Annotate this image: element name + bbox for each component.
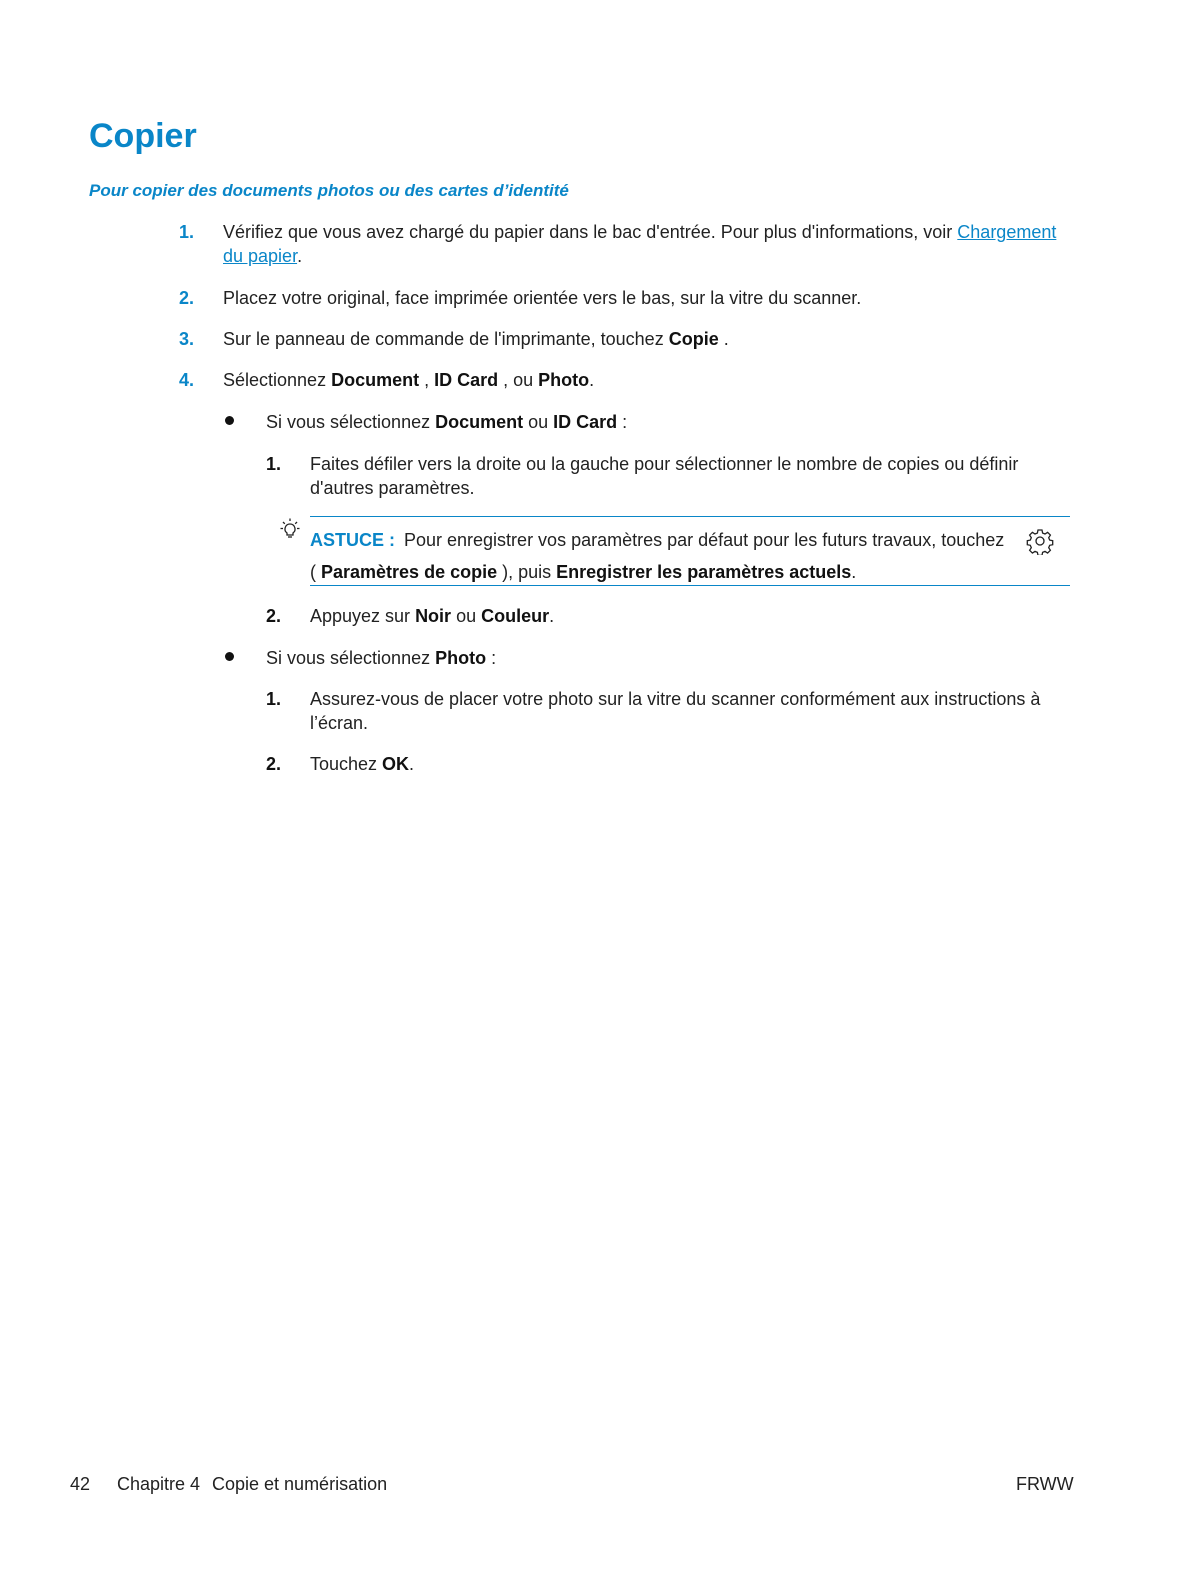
step-text-a: Sélectionnez [223, 370, 332, 390]
footer-section: Copie et numérisation [212, 1474, 388, 1494]
tip-bottom-rule [310, 585, 1070, 586]
sub-step-text-b: . [409, 754, 415, 774]
bullet-text-b: : [486, 648, 497, 668]
bullet-dot [225, 416, 234, 425]
step-number: 4. [179, 370, 195, 390]
step-text-c: , ou [498, 370, 539, 390]
sub-step-text-continued: d'autres paramètres. [310, 478, 475, 498]
bullet-dot [225, 652, 234, 661]
sub-step-text [310, 752, 414, 776]
sub-step-text: Assurez-vous de placer votre photo sur la vitre du scanner conformément aux instructions à [310, 689, 1041, 709]
link-loading-paper-2[interactable]: du papier [223, 246, 298, 266]
sub-step-text [310, 604, 554, 628]
section-subtitle: Pour copier des documents photos ou des cartes d’identité [89, 181, 569, 200]
sub-step-text-c: . [549, 606, 555, 626]
tip-bold-2: Enregistrer les paramètres actuels [556, 562, 852, 582]
bullet-text-b: ou [523, 412, 554, 432]
bullet-bold-2: ID Card [553, 412, 618, 432]
step-text-continued [223, 244, 302, 268]
sub-step-text-continued: l’écran. [310, 713, 369, 733]
tip-text-d: . [851, 562, 857, 582]
sub-step-number: 2. [266, 754, 282, 774]
lightbulb-icon [280, 518, 300, 540]
tip-top-rule [310, 516, 1070, 517]
bullet-text-c: : [617, 412, 628, 432]
step-text-a: Sur le panneau de commande de l'imprimante, touchez [223, 329, 669, 349]
step-text-b: . [297, 246, 303, 266]
sub-step-text-a: Touchez [310, 754, 383, 774]
bullet-text-a: Si vous sélectionnez [266, 412, 436, 432]
step-text [223, 327, 729, 351]
step-text-a: Vérifiez que vous avez chargé du papier dans le bac d'entrée. Pour plus d'informations, voir [223, 222, 958, 242]
step-number: 3. [179, 329, 195, 349]
sub-step-text: Faites défiler vers la droite ou la gauche pour sélectionner le nombre de copies ou définir [310, 454, 1019, 474]
sub-step-text-b: ou [451, 606, 482, 626]
sub-step-number: 1. [266, 454, 282, 474]
footer-chapter: Chapitre 4 [117, 1474, 201, 1494]
tip-text-b: ( [310, 562, 321, 582]
bullet-text [266, 410, 627, 434]
sub-step-number: 1. [266, 689, 282, 709]
bullet-text-a: Si vous sélectionnez [266, 648, 436, 668]
page-title: Copier [89, 117, 197, 155]
bullet-bold-1: Document [435, 412, 524, 432]
step-bold-1: Document [331, 370, 420, 390]
tip-text: Pour enregistrer vos paramètres par défaut pour les futurs travaux, touchez [404, 530, 1005, 550]
bullet-text [266, 646, 496, 670]
step-number: 1. [179, 222, 195, 242]
bullet-bold-1: Photo [435, 648, 487, 668]
step-text [223, 368, 594, 392]
link-loading-paper[interactable]: Chargement [957, 222, 1057, 242]
step-text-b: . [718, 329, 729, 349]
footer-page-number: 42 [70, 1474, 91, 1494]
sub-step-bold-1: OK [382, 754, 410, 774]
sub-step-bold-1: Noir [415, 606, 452, 626]
tip-bold-1: Paramètres de copie [321, 562, 498, 582]
tip-label: ASTUCE : [310, 530, 395, 550]
sub-step-bold-2: Couleur [481, 606, 550, 626]
step-text [223, 220, 1073, 244]
step-text-b: , [419, 370, 435, 390]
tip-text-continued [310, 560, 856, 584]
step-bold: Copie [668, 329, 719, 349]
tip-text-c: ), puis [497, 562, 557, 582]
step-bold-3: Photo [538, 370, 590, 390]
gear-icon [1026, 527, 1054, 555]
step-text: Placez votre original, face imprimée orientée vers le bas, sur la vitre du scanner. [223, 288, 862, 308]
footer-code: FRWW [1016, 1474, 1074, 1494]
step-bold-2: ID Card [434, 370, 499, 390]
sub-step-number: 2. [266, 606, 282, 626]
step-text-d: . [589, 370, 595, 390]
sub-step-text-a: Appuyez sur [310, 606, 416, 626]
step-number: 2. [179, 288, 195, 308]
